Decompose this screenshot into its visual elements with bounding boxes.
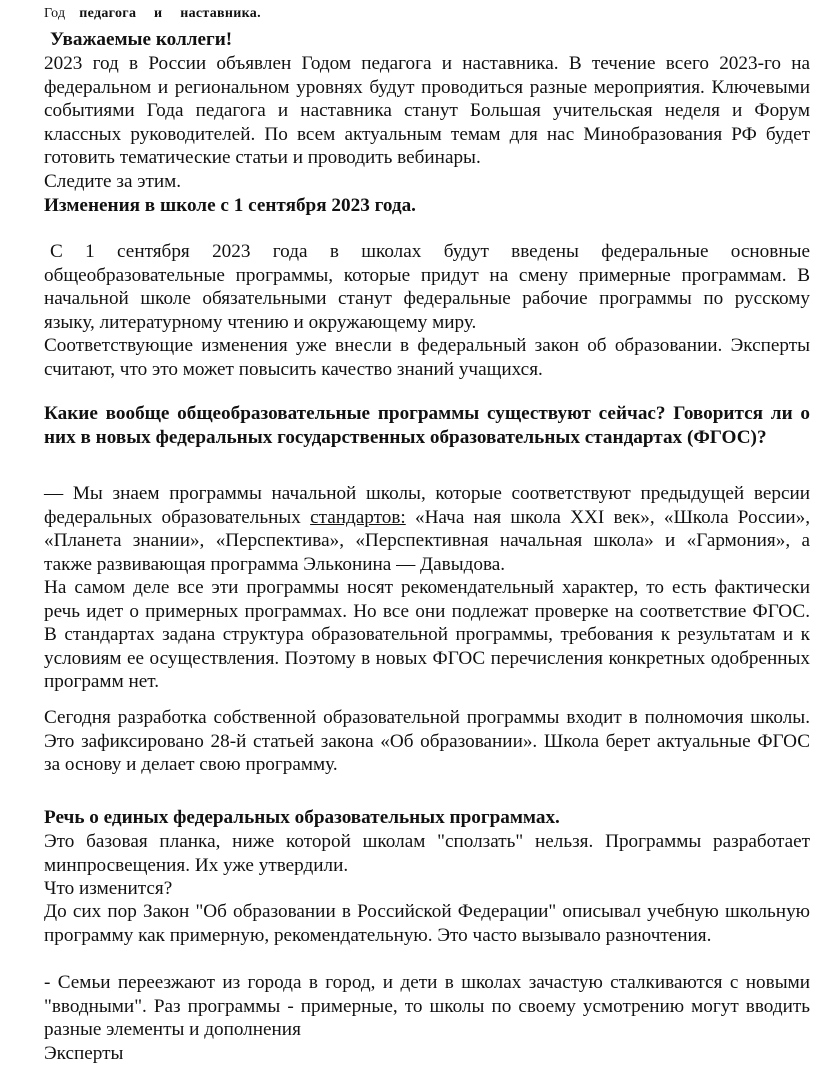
header-year-label: Год xyxy=(44,6,66,21)
section2-paragraph-2: На самом деле все эти программы носят рекомендательный характер, то есть фактически речь идет о примерных программах. Но все они подлежат проверке на соответствие ФГОС. В стандартах задана структура образовательной программы, требования к результатам и к условиям ее осуществления. Поэтому в новых ФГОС перечисления конкретных одобренных программ нет. xyxy=(44,577,810,692)
section3-heading: Речь о единых федеральных образовательных программах. xyxy=(44,807,560,828)
document-header xyxy=(44,6,261,22)
section3-question: Что изменится? xyxy=(44,878,173,899)
section2-paragraph-1-start: — Мы знаем программы начальной школы, которые соответствуют предыдущей версии федеральных образовательных xyxy=(44,483,810,528)
section2-paragraph-1-end: «Нача ная школа XXI век», «Школа России», «Планета знании», «Перспектива», «Перспективная начальная школа» и «Гармония», а также развивающая программа Эльконина — Давыдова. xyxy=(44,506,811,575)
section3-tail: Эксперты xyxy=(44,1043,124,1064)
section1-paragraph-1: С 1 сентября 2023 года в школах будут введены федеральные основные общеобразовательные программы, которые придут на смену примерные программам. В начальной школе обязательными станут федеральные рабочие программы по русскому языку, литературному чтению и окружающему миру. xyxy=(44,241,810,333)
intro-paragraph: 2023 год в России объявлен Годом педагога и наставника. В течение всего 2023-го на федеральном и региональном уровнях будут проводиться разные мероприятия. Ключевыми событиями Года педагога и наставника станут Большая учительская неделя и Форум классных руководителей. По всем актуальным темам для нас Минобразования РФ будет готовить тематические статьи и проводить вебинары. xyxy=(44,53,810,168)
standards-link[interactable]: стандартов: xyxy=(310,506,406,528)
section3-paragraph-3: - Семьи переезжают из города в город, и дети в школах зачастую сталкиваются с новыми "вводными". Раз программы - примерные, то школы по своему усмотрению могут вводить разные элементы и дополнения xyxy=(44,972,810,1040)
section3-paragraph-1: Это базовая планка, ниже которой школам "сползать" нельзя. Программы разработает минпросвещения. Их уже утвердили. xyxy=(44,831,810,876)
section3-paragraph-2: До сих пор Закон "Об образовании в Российской Федерации" описывал учебную школьную программу как примерную, рекомендательную. Это часто вызывало разночтения. xyxy=(44,901,810,946)
section2-paragraph-1 xyxy=(44,482,810,576)
section2-heading: Какие вообще общеобразовательные программы существуют сейчас? Говорится ли о них в новых федеральных государственных образовательных стандартах (ФГОС)? xyxy=(44,403,810,448)
section2-paragraph-3: Сегодня разработка собственной образовательной программы входит в полномочия школы. Это зафиксировано 28-й статьей закона «Об образовании». Школа берет актуальные ФГОС за основу и делает свою программу. xyxy=(44,707,810,775)
intro-tail: Следите за этим. xyxy=(44,171,182,192)
greeting: Уважаемые коллеги! xyxy=(50,29,233,50)
section1-heading: Изменения в школе с 1 сентября 2023 года. xyxy=(44,195,416,216)
header-title: педагога и наставника. xyxy=(79,6,261,21)
section1-paragraph-2: Соответствующие изменения уже внесли в федеральный закон об образовании. Эксперты считают, что это может повысить качество знаний учащихся. xyxy=(44,335,810,380)
